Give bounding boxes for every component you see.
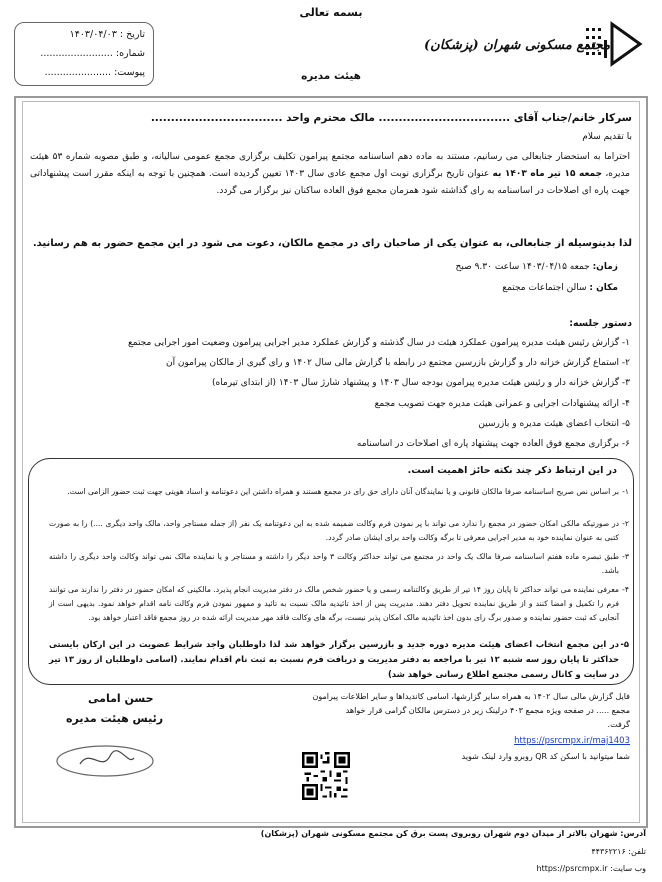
agenda-item: ۳- گزارش خزانه دار و رئیس هیئت مدیره پیرامون بودجه سال ۱۴۰۳ و پیشنهاد شارژ سال ۱۴۰۳ (از ابتدای تیرماه) — [211, 378, 630, 388]
board-header: هیئت مدیره — [301, 70, 361, 82]
agenda-item: ۵- انتخاب اعضای هیئت مدیره و بازرسین — [478, 419, 630, 429]
agenda-title: دستور جلسه: — [569, 318, 632, 329]
bismillah: بسمه تعالی — [299, 6, 363, 19]
address: آدرس: شهران بالاتر از میدان دوم شهران روبروی پست برق کن مجتمع مسکونی شهران (پزشکان) — [260, 829, 646, 838]
date-label: تاریخ : ۱۴۰۳/۰۴/۰۳ — [69, 29, 145, 40]
intro-paragraph: احتراما به استحضار جنابعالی می رسانیم، مستند به ماده دهم اساسنامه مجتمع پیرامون تکلیف برگزاری مجمع عمومی سالیانه، و طبق مصوبه شماره ۵۳ هیئت مدیره، جمعه ۱۵ تیر ماه ۱۴۰۳ به عنوان تاریخ برگزاری نوبت اول مجمع عادی سال ۱۴۰۳ تعیین گردیده است. همچنین با توجه به اینکه مقرر است پیشنهاداتی جهت پاره ای اصلاحات در اساسنامه به رای گذاشته شود همزمان مجمع فوق العاده ساکنان نیز برگزار می گردد. — [30, 152, 630, 196]
signature-mark — [50, 738, 160, 784]
org-logo — [414, 20, 644, 72]
phone: تلفن: ۴۴۳۶۲۲۱۶ — [591, 847, 646, 856]
meeting-time: زمان: جمعه ۱۴۰۳/۰۴/۱۵ ساعت ۹.۳۰ صبح — [455, 262, 618, 272]
invitation-line: لذا بدینوسیله از جنابعالی، به عنوان یکی از صاحبان رای در مجمع مالکان، دعوت می شود در این مجمع حضور به هم رسانید. — [32, 238, 632, 249]
notes-title: در این ارتباط ذکر چند نکته حائز اهمیت است. — [407, 465, 617, 476]
attachment-label: پیوست: ...................... — [44, 67, 145, 78]
recipient-line: سرکار خانم/جناب آقای ................................. مالک محترم واحد ................................. — [150, 112, 632, 124]
agenda-item: ۱- گزارش رئیس هیئت مدیره پیرامون عملکرد هیئت در سال گذشته و گزارش عملکرد مدیر اجرایی پیرامون وضعیت امور اجرایی مجتمع — [127, 338, 630, 348]
signer-title: رئیس هیئت مدیره — [66, 712, 164, 725]
signer-name: حسن امامی — [88, 692, 154, 705]
note-item: ۴- معرفی نماینده می تواند حداکثر تا پایان روز ۱۴ تیر از طریق وکالتنامه رسمی و یا حضور شخص مالک در دفتر مدیریت انجام پذیرد. مالکینی که امکان حضور در دفتر را ندارند می توانند فرم را تکمیل و امضا کنند و از طریق نماینده تحویل دفتر دهند. مدیریت پس از اخذ تائیدیه مالک نسبت به تائید و ممهور نمودن فرم وکالت نامه اقدام خواهد نمود. بدیهی است از آنجایی که ثبت حضور نماینده و صدور برگ رای بدون اخذ تائیدیه مالک امکان پذیر نیست، برگه های وکالت فاقد مهر مدیریت ارائه شده در روز مجمع فاقد اعتبار خواهد بود. — [49, 585, 629, 622]
note-item: ۳- طبق تبصره ماده هفتم اساسنامه صرفا مالک یک واحد در مجتمع می تواند حداکثر وکالت ۳ واحد دیگر را داشته و مستاجر و یا نماینده مالک نمی تواند وکالت واحد دیگری را داشته باشد. — [49, 552, 629, 575]
agenda-item: ۲- استماع گزارش خزانه دار و گزارش بازرسین مجتمع در رابطه با گزارش مالی سال ۱۴۰۲ و رای گیری از مالکان پیرامون آن — [165, 358, 630, 368]
website[interactable]: وب سایت: https://psrcmpx.ir — [536, 864, 646, 873]
note-item: ۵- در این مجمع انتخاب اعضای هیئت مدیره دوره جدید و بازرسین برگزار خواهد شد لذا داوطلبان واجد شرایط عضویت در این ارکان بایستی حداکثر تا پایان روز سه شنبه ۱۲ تیر با مراجعه به دفتر مدیریت و دریافت فرم نسبت به ثبت نام اقدام نمایند. (اسامی داوطلبان از روز ۱۳ تیر در سایت و کانال رسمی مجتمع اطلاع رسانی خواهد شد) — [49, 639, 629, 679]
agenda-item: ۶- برگزاری مجمع فوق العاده جهت پیشنهاد پاره ای اصلاحات در اساسنامه — [356, 439, 630, 449]
majma-link[interactable]: https://psrcmpx.ir/maj1403 — [514, 736, 630, 746]
important-notes-box — [28, 458, 634, 685]
report-info: فایل گزارش مالی سال ۱۴۰۲ به همراه سایر گزارشها، اسامی کاندیداها و سایر اطلاعات پیرامون مجمع ..... در صفحه ویژه مجمع ۴۰۳ درلینک زیر در دسترس مالکان گرامی قرار خواهد گرفت. — [312, 692, 630, 729]
agenda-item: ۴- ارائه پیشنهادات اجرایی و عمرانی هیئت مدیره جهت تصویب مجمع — [374, 399, 630, 409]
meeting-place: مکان : سالن اجتماعات مجتمع — [502, 283, 618, 293]
qr-note: شما میتوانید با اسکن کد QR روبرو وارد لینک شوید — [461, 752, 630, 761]
number-label: شماره: ........................ — [40, 48, 145, 59]
greeting: با تقدیم سلام — [582, 132, 632, 142]
qr-code-icon[interactable] — [302, 752, 350, 800]
note-item: ۱- بر اساس نص صریح اساسنامه صرفا مالکان قانونی و یا نمایندگان آنان دارای حق رای در مجمع هستند و همراه داشتن این دعوتنامه و اسناد هویتی جهت ثبت حضور الزامی است. — [67, 487, 629, 496]
org-name: مجتمع مسکونی شهران (پزشکان) — [424, 38, 611, 53]
note-item: ۲- در صورتیکه مالکی امکان حضور در مجمع را ندارد می تواند با پر نمودن فرم وکالت ضمیمه شده به این دعوتنامه یک نفر (از جمله مستاجر واحد، مالک واحد دیگری ....) را به صورت کتبی به عنوان نماینده خود به مدیر اجرایی معرفی تا برگه وکالت واحد برای ایشان صادر گردد. — [49, 519, 629, 542]
